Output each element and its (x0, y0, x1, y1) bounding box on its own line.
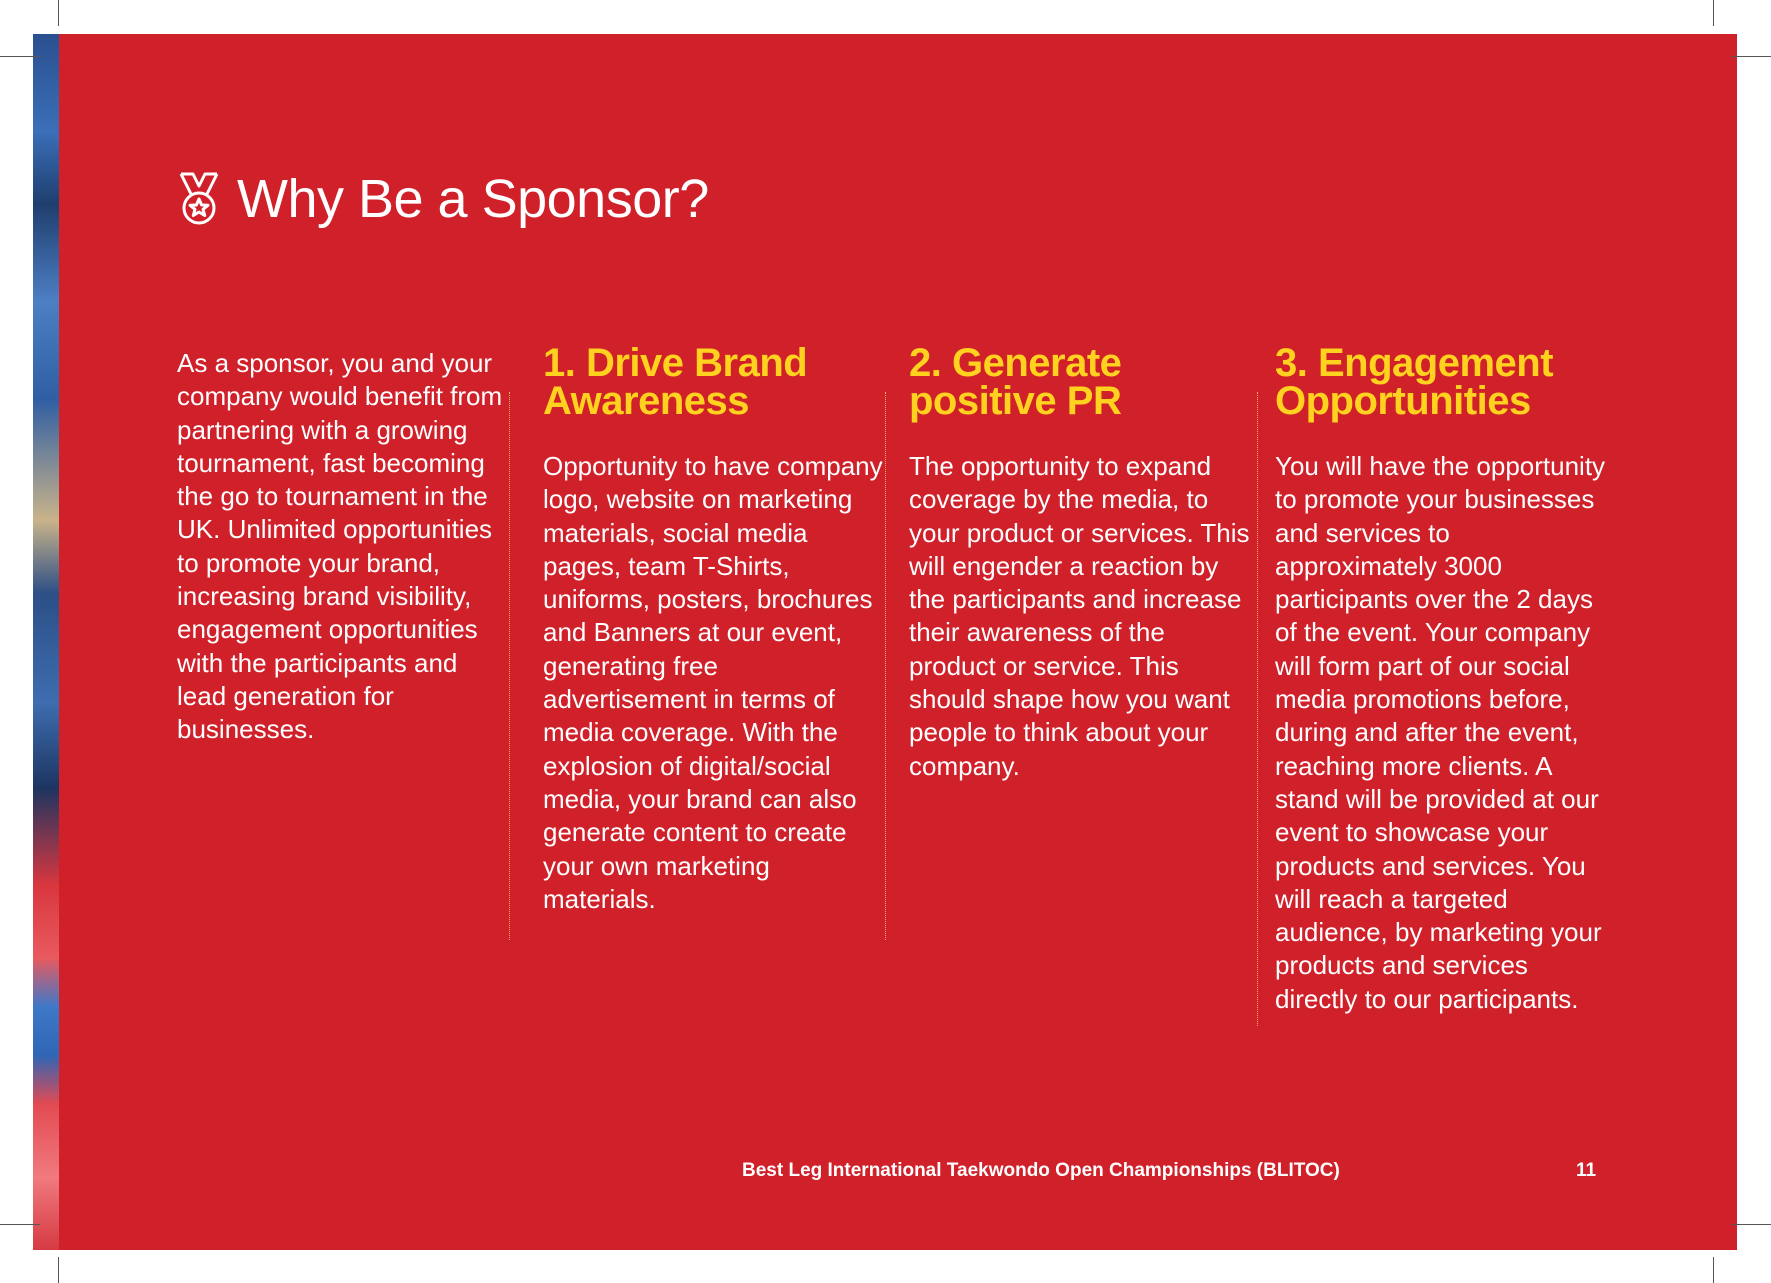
crop-mark (1713, 1257, 1714, 1283)
section-body: The opportunity to expand coverage by the media, to your product or services. This will engender a reaction by the participants and increase their awareness of the product or service. This should shape how you want people to think about your company. (909, 451, 1250, 781)
page-title: Why Be a Sponsor? (237, 169, 709, 229)
crop-mark (0, 56, 40, 57)
section-body: You will have the opportunity to promote your businesses and services to approximately 3000 participants over the 2 days of the event. Your company will form part of our social media promotions before, during and after the event, reaching more clients. A stand will be provided at our event to showcase your products and services. You will reach a targeted audience, by marketing your products and services directly to our participants. (1275, 451, 1606, 1014)
section-heading: 1. Drive Brand Awareness (543, 341, 808, 423)
section-heading: 3. Engagement Opportunities (1275, 341, 1554, 423)
column-divider (509, 392, 510, 940)
section-engagement (1275, 341, 1615, 1016)
section-body: Opportunity to have company logo, website on marketing materials, social media pages, team T-Shirts, uniforms, posters, brochures and Banners at our event, generating free advertisement in terms of media coverage. With the explosion of digital/social media, your brand can also generate content to create your own marketing materials. (543, 451, 883, 914)
background-photo-strip (33, 34, 59, 1250)
crop-mark (0, 1224, 40, 1225)
title-block (177, 168, 709, 230)
page-number: 11 (1576, 1160, 1597, 1181)
column-divider (1257, 392, 1258, 1026)
section-positive-pr (909, 341, 1255, 783)
crop-mark (1713, 0, 1714, 26)
column-divider (885, 392, 886, 940)
section-heading: 2. Generate positive PR (909, 341, 1122, 423)
crop-mark (58, 0, 59, 26)
crop-mark (1731, 56, 1771, 57)
crop-mark (1731, 1224, 1771, 1225)
intro-paragraph: As a sponsor, you and your company would benefit from partnering with a growing tournament, fast becoming the go to tournament in the UK. Unlimited opportunities to promote your brand, increasing brand visibility, engagement opportunities with the participants and lead generation for businesses. (177, 348, 503, 745)
medal-icon (177, 170, 221, 228)
footer-event-name: Best Leg International Taekwondo Open Championships (BLITOC) (742, 1160, 1340, 1181)
crop-mark (58, 1257, 59, 1283)
section-brand-awareness (543, 341, 883, 916)
